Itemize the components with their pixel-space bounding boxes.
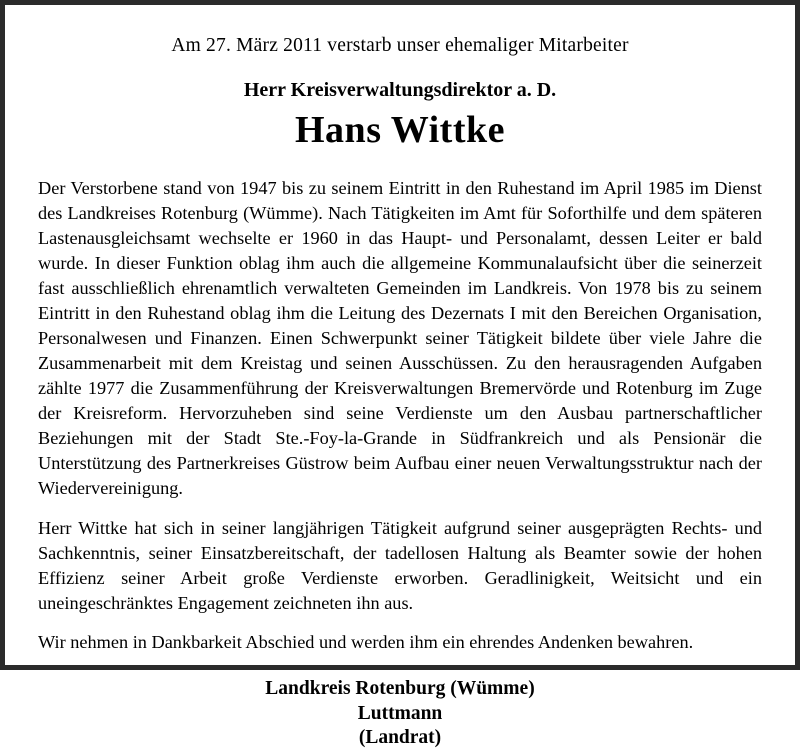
signature-organization: Landkreis Rotenburg (Wümme) bbox=[265, 678, 535, 700]
body-paragraph-1: Der Verstorbene stand von 1947 bis zu seinem Eintritt in den Ruhestand im April 1985 im Dienst des Landkreises Rotenburg (Wümme). Nach Tätigkeiten im Amt für Soforthilfe und dem späteren Lastenausgleichsamt wechselte er 1960 in das Haupt- und Personalamt, dessen Leiter er bald wurde. In dieser Funktion oblag ihm auch die allgemeine Kommunalaufsicht über die seinerzeit fast ausschließlich ehrenamtlich verwalteten Gemeinden im Landkreis. Von 1978 bis zu seinem Eintritt in den Ruhestand oblag ihm die Leitung des Dezernats I mit den Bereichen Organisation, Personalwesen und Finanzen. Einen Schwerpunkt seiner Tätigkeit bildete über viele Jahre die Zusammenarbeit mit dem Kreistag und seinen Ausschüssen. Zu den herausragenden Aufgaben zählte 1977 die Zusammenführung der Kreisverwaltungen Bremervörde und Rotenburg im Zuge der Kreisreform. Hervorzuheben sind seine Verdienste um den Ausbau partnerschaftlicher Beziehungen mit der Stadt Ste.-Foy-la-Grande in Südfrankreich und als Pensionär die Unterstützung des Partnerkreises Güstrow beim Aufbau einer neuen Verwaltungsstruktur nach der Wiedervereinigung. bbox=[38, 178, 762, 498]
deceased-name: Hans Wittke bbox=[295, 109, 505, 151]
signature-person: Luttmann bbox=[357, 702, 443, 724]
body-paragraph-3: Wir nehmen in Dankbarkeit Abschied und werden ihm ein ehrendes Andenken bewahren. bbox=[38, 632, 694, 653]
intro-line: Am 27. März 2011 verstarb unser ehemaliger Mitarbeiter bbox=[171, 35, 629, 56]
signature-block bbox=[38, 677, 762, 750]
deceased-title: Herr Kreisverwaltungsdirektor a. D. bbox=[243, 79, 557, 101]
body-paragraph-2: Herr Wittke hat sich in seiner langjährigen Tätigkeit aufgrund seiner ausgeprägten Rechts- und Sachkenntnis, seiner Einsatzbereitschaft, der tadellosen Haltung als Beamter sowie der hohen Effizienz seiner Arbeit große Verdienste erworben. Geradlinigkeit, Weitsicht und ein uneingeschränktes Engagement zeichneten ihn aus. bbox=[38, 517, 762, 613]
signature-role: (Landrat) bbox=[358, 727, 442, 749]
